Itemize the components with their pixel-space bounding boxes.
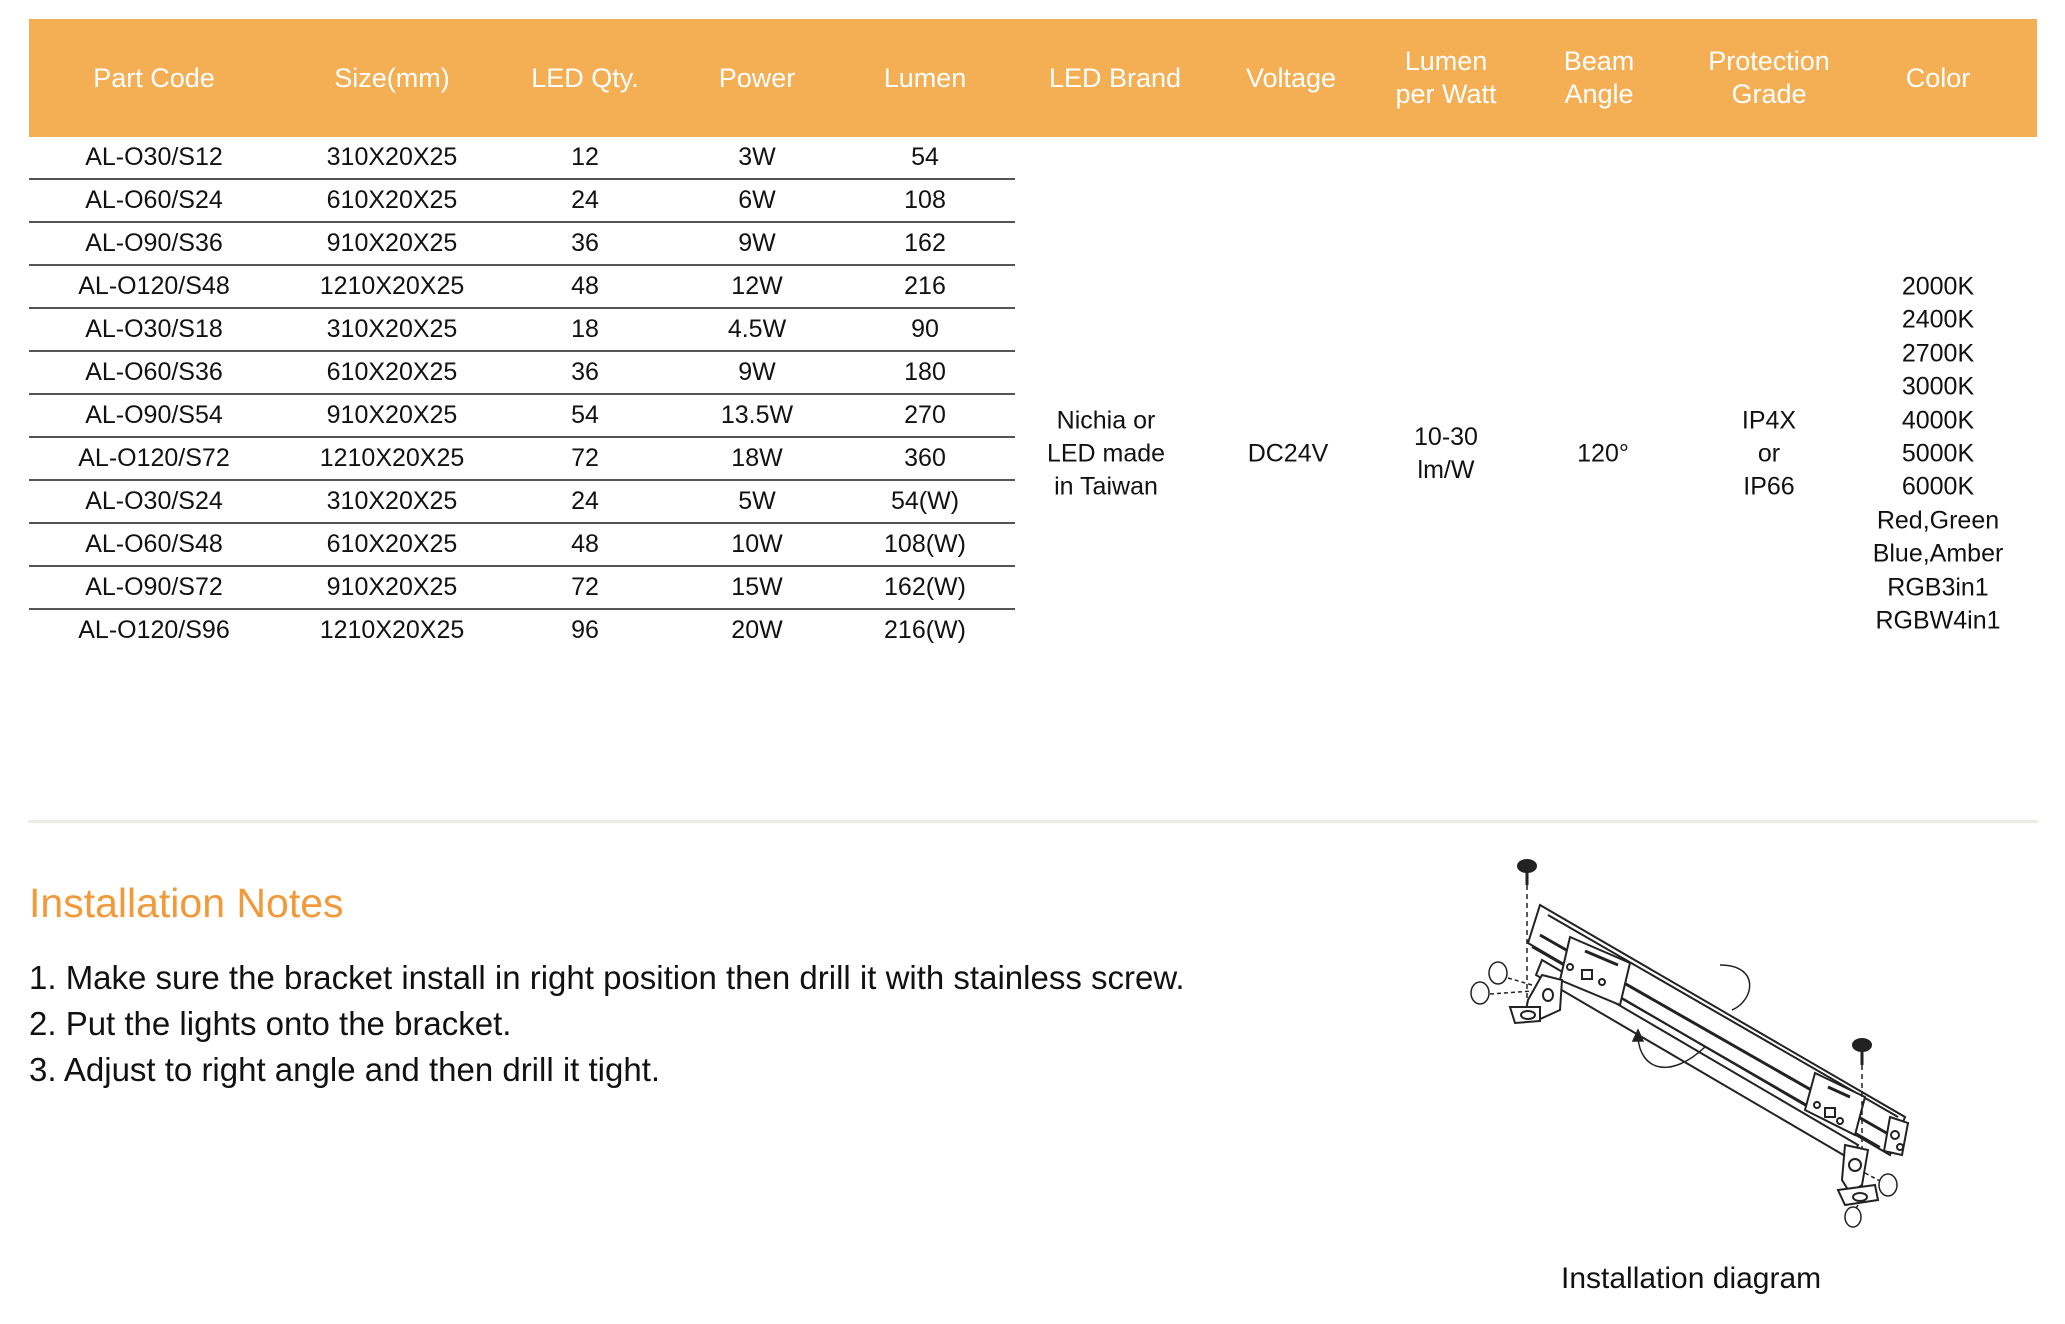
screw-icon — [1518, 860, 1536, 885]
color-option: 3000K — [1901, 372, 1975, 401]
cell-lumen: 180 — [904, 358, 946, 386]
header-lumen-per-watt: Lumen per Watt — [1395, 46, 1497, 109]
l-bracket — [1838, 1145, 1878, 1205]
installation-notes-title: Installation Notes — [29, 880, 344, 926]
cell-part-code: AL-O60/S36 — [85, 358, 223, 386]
spec-table-body — [29, 137, 1015, 651]
led-brand-line: LED made — [1046, 439, 1166, 468]
screw-icon — [1853, 1039, 1871, 1065]
beam-angle-value: 120° — [1577, 439, 1629, 468]
led-brand-line: Nichia or — [1056, 406, 1156, 435]
cell-led-qty: 36 — [571, 229, 599, 257]
installation-steps — [29, 955, 1185, 1093]
table-row — [29, 137, 1015, 180]
cell-led-qty: 12 — [571, 143, 599, 171]
installation-step: 2. Put the lights onto the bracket. — [29, 1005, 512, 1042]
cell-size: 1210X20X25 — [319, 444, 465, 472]
color-option: 2700K — [1901, 339, 1975, 368]
cell-lumen: 216(W) — [884, 616, 966, 644]
cell-part-code: AL-O90/S36 — [85, 229, 223, 257]
cell-size: 610X20X25 — [326, 358, 458, 386]
cell-part-code: AL-O90/S54 — [85, 401, 223, 429]
cell-power: 3W — [738, 143, 776, 171]
installation-step: 1. Make sure the bracket install in right position then drill it with stainless screw. — [29, 959, 1185, 996]
table-row — [29, 395, 1015, 438]
cell-lumen: 216 — [904, 272, 946, 300]
protection-grade-cell — [1742, 405, 1796, 504]
cell-power: 9W — [738, 358, 776, 386]
cell-size: 610X20X25 — [326, 186, 458, 214]
cell-part-code: AL-O120/S96 — [78, 616, 230, 644]
diagram-caption: Installation diagram — [1561, 1262, 1822, 1295]
cell-power: 5W — [738, 487, 776, 515]
cell-size: 910X20X25 — [326, 229, 458, 257]
color-option: 2400K — [1901, 305, 1975, 334]
lumen-per-watt-cell — [1414, 421, 1478, 487]
cell-size: 1210X20X25 — [319, 616, 465, 644]
cell-lumen: 108 — [904, 186, 946, 214]
table-header — [29, 19, 2037, 137]
cell-led-qty: 54 — [571, 401, 599, 429]
cell-lumen: 108(W) — [884, 530, 966, 558]
lumen-per-watt-line: 10-30 — [1414, 423, 1478, 451]
color-option: Blue,Amber — [1872, 539, 2004, 568]
color-option: 2000K — [1901, 272, 1975, 301]
cell-part-code: AL-O120/S48 — [78, 272, 230, 300]
header-led-qty: LED Qty. — [531, 62, 639, 93]
table-row — [29, 481, 1015, 524]
table-row — [29, 438, 1015, 481]
header-led-brand: LED Brand — [1048, 62, 1182, 93]
cell-size: 310X20X25 — [326, 143, 458, 171]
cell-part-code: AL-O120/S72 — [78, 444, 230, 472]
color-option: RGB3in1 — [1887, 572, 1989, 601]
protection-grade-line: IP4X — [1741, 406, 1797, 435]
cell-lumen: 360 — [904, 444, 946, 472]
led-brand-line: in Taiwan — [1054, 472, 1158, 501]
table-row — [29, 524, 1015, 567]
l-bracket — [1510, 975, 1562, 1023]
color-option: 6000K — [1901, 472, 1975, 501]
header-size: Size(mm) — [334, 62, 450, 93]
color-options-cell — [1873, 270, 2004, 637]
table-row — [29, 567, 1015, 610]
table-row — [29, 352, 1015, 395]
cell-led-qty: 48 — [571, 272, 599, 300]
cell-led-qty: 48 — [571, 530, 599, 558]
cell-power: 10W — [731, 530, 783, 558]
table-row — [29, 266, 1015, 309]
table-row — [29, 180, 1015, 223]
cell-power: 9W — [738, 229, 776, 257]
table-row — [29, 223, 1015, 266]
color-option: 4000K — [1901, 405, 1975, 434]
voltage-cell — [1248, 438, 1329, 471]
header-protection-grade: Protection Grade — [1708, 46, 1830, 109]
led-brand-cell — [1047, 405, 1165, 504]
cell-led-qty: 24 — [571, 487, 599, 515]
cell-led-qty: 18 — [571, 315, 599, 343]
cell-lumen: 90 — [911, 315, 939, 343]
header-voltage: Voltage — [1245, 62, 1337, 93]
color-option: RGBW4in1 — [1875, 606, 2001, 635]
cell-power: 20W — [731, 616, 783, 644]
protection-grade-line: IP66 — [1743, 472, 1795, 501]
cell-size: 310X20X25 — [326, 315, 458, 343]
cell-part-code: AL-O30/S12 — [85, 143, 223, 171]
header-power: Power — [718, 62, 796, 93]
cell-led-qty: 24 — [571, 186, 599, 214]
table-row — [29, 309, 1015, 352]
cell-lumen: 54 — [911, 143, 939, 171]
voltage-value: DC24V — [1247, 439, 1329, 468]
cell-power: 18W — [731, 444, 783, 472]
beam-angle-cell — [1577, 438, 1629, 471]
cell-lumen: 162(W) — [884, 573, 966, 601]
installation-diagram-illustration — [1470, 855, 1930, 1235]
cell-size: 610X20X25 — [326, 530, 458, 558]
cell-part-code: AL-O30/S24 — [85, 487, 223, 515]
header-part-code: Part Code — [93, 62, 215, 93]
cell-led-qty: 72 — [571, 573, 599, 601]
header-color: Color — [1905, 62, 1971, 93]
cell-lumen: 54(W) — [890, 487, 960, 515]
cell-part-code: AL-O90/S72 — [85, 573, 223, 601]
cell-size: 910X20X25 — [326, 573, 458, 601]
cell-size: 310X20X25 — [326, 487, 458, 515]
cell-led-qty: 96 — [571, 616, 599, 644]
cell-power: 13.5W — [720, 401, 794, 429]
table-row — [29, 610, 1015, 651]
cell-power: 6W — [738, 186, 776, 214]
section-divider — [28, 820, 2038, 823]
cell-lumen: 270 — [904, 401, 946, 429]
cell-power: 12W — [731, 272, 783, 300]
protection-grade-line: or — [1757, 439, 1781, 468]
cell-led-qty: 72 — [571, 444, 599, 472]
lumen-per-watt-line: lm/W — [1417, 456, 1475, 484]
cell-part-code: AL-O60/S48 — [85, 530, 223, 558]
cell-power: 4.5W — [727, 315, 787, 343]
installation-step: 3. Adjust to right angle and then drill it tight. — [29, 1051, 661, 1088]
color-option: 5000K — [1901, 439, 1975, 468]
header-beam-angle: Beam Angle — [1563, 46, 1635, 109]
cell-led-qty: 36 — [571, 358, 599, 386]
cell-size: 1210X20X25 — [319, 272, 465, 300]
header-lumen: Lumen — [883, 62, 967, 93]
color-option: Red,Green — [1876, 506, 2000, 535]
cell-part-code: AL-O60/S24 — [85, 186, 223, 214]
cell-part-code: AL-O30/S18 — [85, 315, 223, 343]
cell-size: 910X20X25 — [326, 401, 458, 429]
cell-lumen: 162 — [904, 229, 946, 257]
cell-power: 15W — [731, 573, 783, 601]
